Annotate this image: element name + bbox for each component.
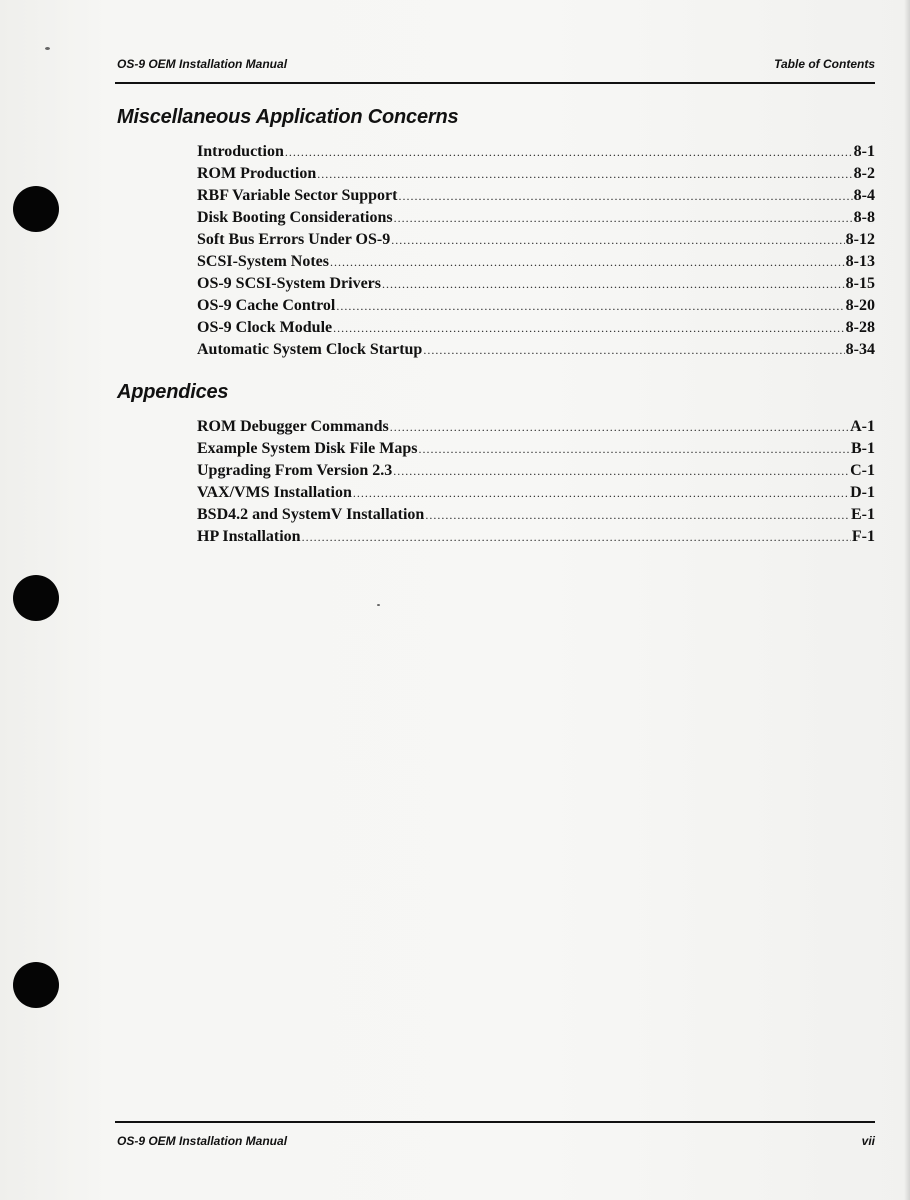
toc-entry-page: E-1 bbox=[851, 506, 875, 523]
toc-entry-page: 8-13 bbox=[845, 253, 875, 270]
toc-entry-title: Example System Disk File Maps bbox=[197, 440, 418, 457]
toc-entry[interactable] bbox=[197, 165, 875, 187]
dot-leader bbox=[317, 167, 852, 182]
toc-entry[interactable] bbox=[197, 319, 875, 341]
footer-manual-title: OS-9 OEM Installation Manual bbox=[117, 1134, 288, 1148]
toc-entry-title: RBF Variable Sector Support bbox=[197, 187, 398, 204]
toc-entry-page: 8-15 bbox=[845, 275, 875, 292]
toc-list-misc bbox=[197, 143, 875, 363]
toc-entry-title: VAX/VMS Installation bbox=[197, 484, 352, 501]
dot-leader bbox=[302, 530, 851, 545]
page-header bbox=[117, 57, 875, 71]
toc-entry[interactable] bbox=[197, 297, 875, 319]
toc-entry-page: A-1 bbox=[850, 418, 875, 435]
dot-leader bbox=[418, 442, 850, 457]
page-number: vii bbox=[861, 1134, 875, 1148]
toc-entry-title: Soft Bus Errors Under OS-9 bbox=[197, 231, 391, 248]
dot-leader bbox=[398, 189, 852, 204]
page-edge-shadow bbox=[904, 0, 910, 1200]
dot-leader bbox=[391, 233, 844, 248]
toc-list-appendices bbox=[197, 418, 875, 550]
toc-entry[interactable] bbox=[197, 275, 875, 297]
toc-entry[interactable] bbox=[197, 231, 875, 253]
toc-entry[interactable] bbox=[197, 440, 875, 462]
toc-entry-page: F-1 bbox=[851, 528, 875, 545]
toc-entry-title: Upgrading From Version 2.3 bbox=[197, 462, 393, 479]
dot-leader bbox=[394, 211, 853, 226]
toc-entry-page: 8-34 bbox=[845, 341, 875, 358]
toc-entry-title: HP Installation bbox=[197, 528, 301, 545]
toc-entry-title: OS-9 SCSI-System Drivers bbox=[197, 275, 381, 292]
toc-entry-title: BSD4.2 and SystemV Installation bbox=[197, 506, 425, 523]
toc-entry[interactable] bbox=[197, 187, 875, 209]
toc-entry-page: D-1 bbox=[850, 484, 875, 501]
dot-leader bbox=[333, 321, 845, 336]
toc-entry[interactable] bbox=[197, 506, 875, 528]
toc-entry-title: Automatic System Clock Startup bbox=[197, 341, 423, 358]
toc-entry[interactable] bbox=[197, 341, 875, 363]
toc-entry-page: 8-28 bbox=[845, 319, 875, 336]
toc-entry[interactable] bbox=[197, 143, 875, 165]
binder-hole-middle bbox=[13, 575, 59, 621]
paper-speck bbox=[377, 604, 380, 606]
toc-entry-title: ROM Debugger Commands bbox=[197, 418, 389, 435]
dot-leader bbox=[423, 343, 844, 358]
binder-hole-bottom bbox=[13, 962, 59, 1008]
dot-leader bbox=[382, 277, 845, 292]
header-manual-title: OS-9 OEM Installation Manual bbox=[117, 57, 288, 71]
dot-leader bbox=[336, 299, 844, 314]
section-heading-misc: Miscellaneous Application Concerns bbox=[117, 106, 459, 128]
toc-entry[interactable] bbox=[197, 209, 875, 231]
paper-speck bbox=[45, 47, 50, 50]
dot-leader bbox=[285, 145, 853, 160]
toc-entry-title: Introduction bbox=[197, 143, 284, 160]
toc-entry[interactable] bbox=[197, 253, 875, 275]
toc-entry-page: C-1 bbox=[850, 462, 875, 479]
dot-leader bbox=[330, 255, 845, 270]
toc-entry-title: OS-9 Cache Control bbox=[197, 297, 336, 314]
toc-entry-page: 8-2 bbox=[853, 165, 875, 182]
dot-leader bbox=[390, 420, 849, 435]
dot-leader bbox=[425, 508, 850, 523]
toc-entry-page: 8-8 bbox=[853, 209, 875, 226]
page-footer bbox=[117, 1134, 875, 1148]
toc-entry-title: Disk Booting Considerations bbox=[197, 209, 393, 226]
toc-entry[interactable] bbox=[197, 462, 875, 484]
header-rule bbox=[115, 82, 875, 84]
toc-entry[interactable] bbox=[197, 528, 875, 550]
toc-entry-page: 8-12 bbox=[845, 231, 875, 248]
toc-entry-title: OS-9 Clock Module bbox=[197, 319, 333, 336]
toc-entry-title: SCSI-System Notes bbox=[197, 253, 329, 270]
toc-entry[interactable] bbox=[197, 418, 875, 440]
footer-rule bbox=[115, 1121, 875, 1123]
toc-entry[interactable] bbox=[197, 484, 875, 506]
toc-entry-page: 8-1 bbox=[853, 143, 875, 160]
dot-leader bbox=[353, 486, 849, 501]
toc-entry-page: 8-4 bbox=[853, 187, 875, 204]
toc-entry-page: B-1 bbox=[851, 440, 875, 457]
toc-entry-page: 8-20 bbox=[845, 297, 875, 314]
toc-entry-title: ROM Production bbox=[197, 165, 317, 182]
header-section-name: Table of Contents bbox=[774, 57, 875, 71]
binder-hole-top bbox=[13, 186, 59, 232]
dot-leader bbox=[393, 464, 849, 479]
section-heading-appendices: Appendices bbox=[117, 381, 229, 403]
